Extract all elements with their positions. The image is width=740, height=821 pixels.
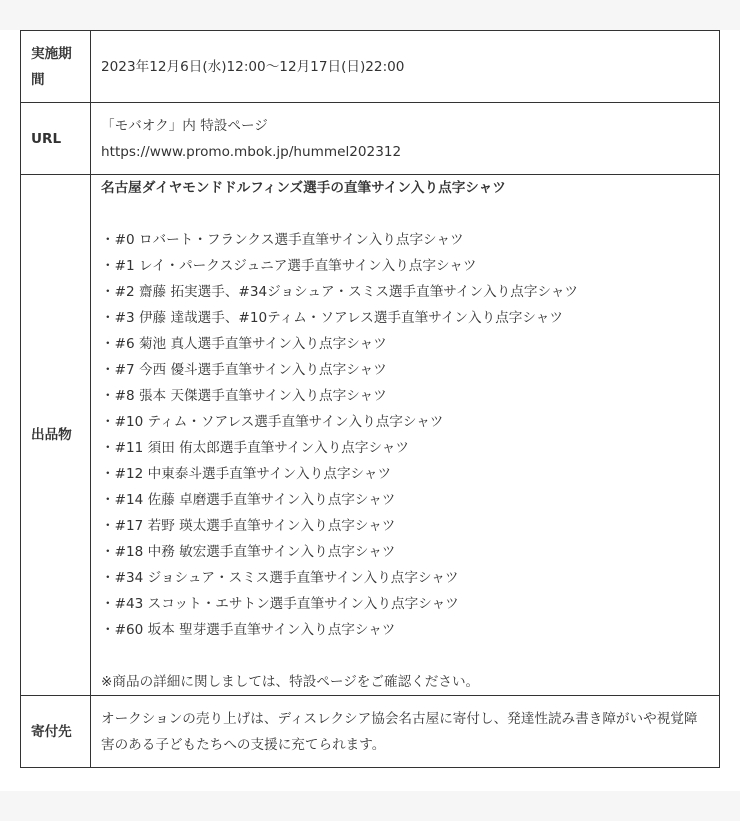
row-period	[21, 31, 720, 103]
list-item: ・#7 今西 優斗選手直筆サイン入り点字シャツ	[101, 362, 387, 378]
list-item: ・#6 菊池 真人選手直筆サイン入り点字シャツ	[101, 336, 387, 352]
period-value: 2023年12月6日(水)12:00〜12月17日(日)22:00	[91, 31, 720, 103]
list-item: ・#12 中東泰斗選手直筆サイン入り点字シャツ	[101, 466, 392, 482]
list-item: ・#0 ロバート・フランクス選手直筆サイン入り点字シャツ	[101, 232, 464, 248]
list-item: ・#2 齋藤 拓実選手、#34ジョシュア・スミス選手直筆サイン入り点字シャツ	[101, 284, 579, 300]
list-item: ・#43 スコット・エサトン選手直筆サイン入り点字シャツ	[101, 596, 459, 612]
url-site-name: 「モバオク」内 特設ページ	[101, 117, 268, 134]
list-item: ・#10 ティム・ソアレス選手直筆サイン入り点字シャツ	[101, 414, 444, 430]
list-item: ・#11 須田 侑太郎選手直筆サイン入り点字シャツ	[101, 440, 409, 456]
items-note: ※商品の詳細に関しましては、特設ページをご確認ください。	[101, 674, 480, 690]
list-item: ・#34 ジョシュア・スミス選手直筆サイン入り点字シャツ	[101, 570, 459, 586]
destination-value: オークションの売り上げは、ディスレクシア協会名古屋に寄付し、発達性読み書き障がいや視覚障害のある子どもたちへの支援に充てられます。	[91, 696, 720, 768]
list-item: ・#1 レイ・パークスジュニア選手直筆サイン入り点字シャツ	[101, 258, 477, 274]
period-label: 実施期間	[21, 31, 91, 103]
items-list	[101, 227, 709, 643]
auction-info-table	[20, 30, 720, 768]
row-url	[21, 103, 720, 175]
url-value	[91, 103, 720, 175]
destination-label: 寄付先	[21, 696, 91, 768]
list-item: ・#17 若野 瑛太選手直筆サイン入り点字シャツ	[101, 518, 396, 534]
list-item: ・#3 伊藤 達哉選手、#10ティム・ソアレス選手直筆サイン入り点字シャツ	[101, 310, 563, 326]
items-value	[91, 175, 720, 696]
list-item: ・#60 坂本 聖芽選手直筆サイン入り点字シャツ	[101, 622, 396, 638]
list-item: ・#8 張本 天傑選手直筆サイン入り点字シャツ	[101, 388, 387, 404]
spacer	[101, 643, 709, 669]
items-label: 出品物	[21, 175, 91, 696]
row-destination	[21, 696, 720, 768]
list-item: ・#18 中務 敏宏選手直筆サイン入り点字シャツ	[101, 544, 396, 560]
document-page	[0, 30, 740, 791]
url-link[interactable]: https://www.promo.mbok.jp/hummel202312	[101, 143, 402, 160]
spacer	[101, 201, 709, 227]
row-items	[21, 175, 720, 696]
url-label: URL	[21, 103, 91, 175]
list-item: ・#14 佐藤 卓磨選手直筆サイン入り点字シャツ	[101, 492, 396, 508]
items-heading: 名古屋ダイヤモンドドルフィンズ選手の直筆サイン入り点字シャツ	[101, 180, 506, 196]
